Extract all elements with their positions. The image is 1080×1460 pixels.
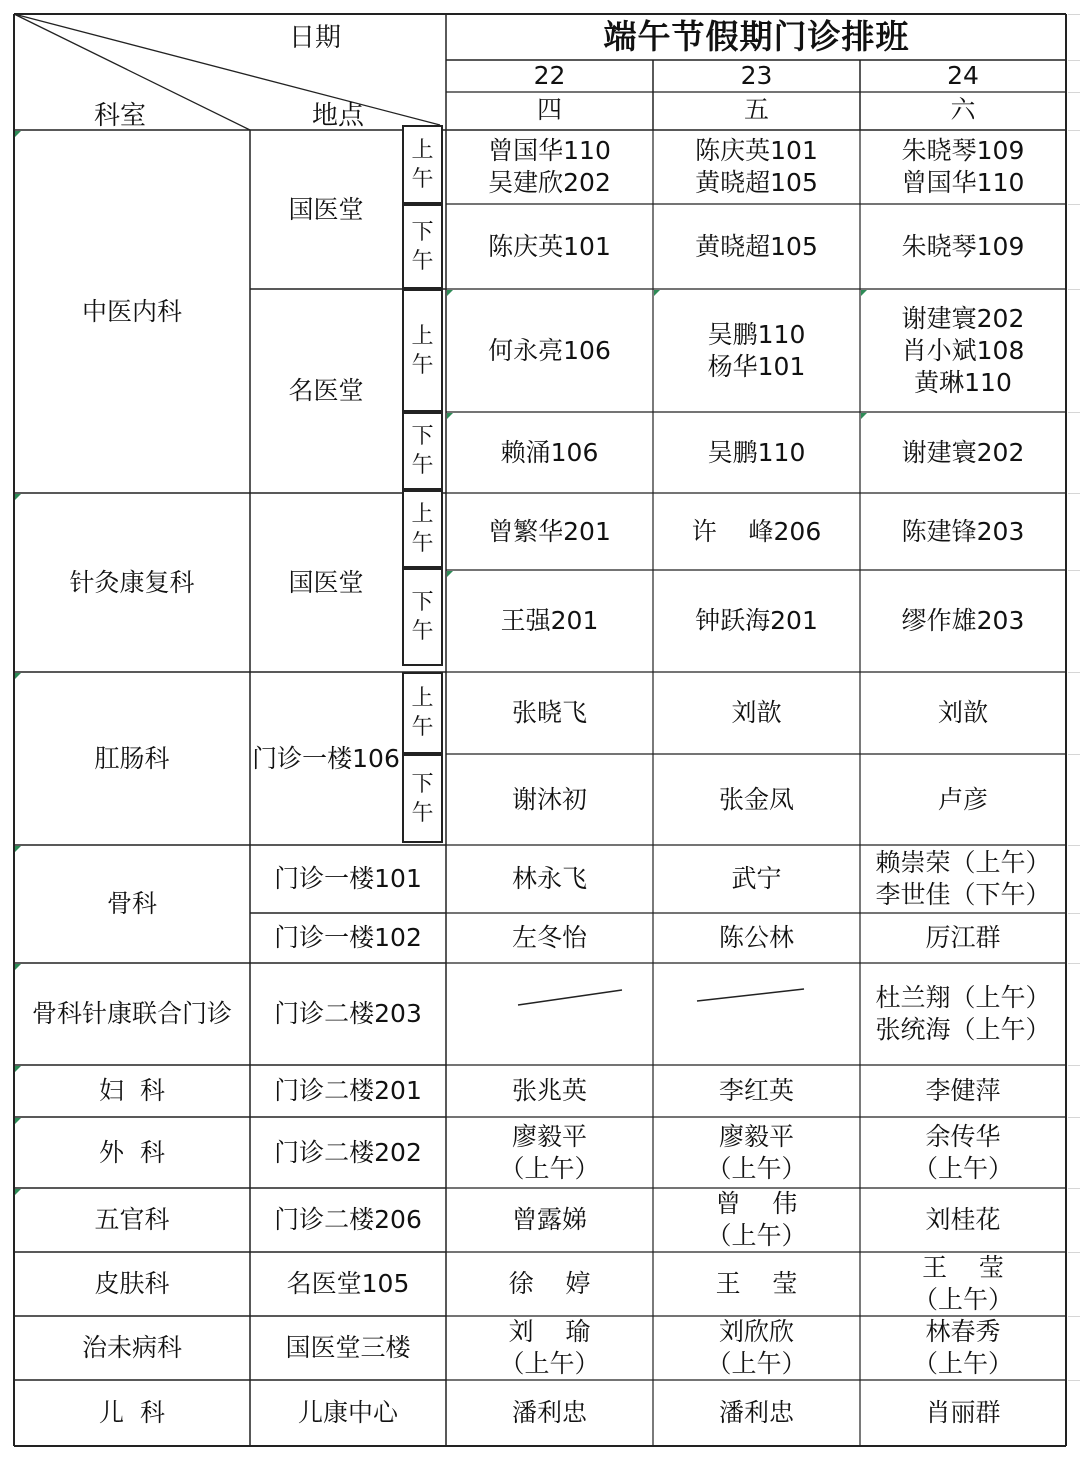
sheet-gridline <box>1068 845 1080 846</box>
schedule-cell-line: （上午） <box>912 1153 1013 1183</box>
session-label-text: 上午 <box>411 137 434 192</box>
session-label-text: 下午 <box>411 424 434 478</box>
department-name: 肛肠科 <box>94 743 170 773</box>
schedule-cell <box>446 412 653 493</box>
schedule-cell-line: 黄琳110 <box>914 367 1012 397</box>
schedule-cell-line: 肖小斌108 <box>901 335 1025 365</box>
department-name: 皮肤科 <box>94 1269 170 1298</box>
sheet-gridline <box>1068 1065 1080 1066</box>
sheet-gridline <box>1068 754 1080 755</box>
schedule-cell <box>653 845 860 913</box>
location-name: 国医堂三楼 <box>285 1333 411 1362</box>
schedule-cell-line: 廖毅平 <box>511 1121 587 1151</box>
session-label-pm <box>402 204 443 289</box>
schedule-cell <box>446 204 653 289</box>
schedule-cell-line: （上午） <box>706 1153 807 1183</box>
schedule-cell-line: 赖涌106 <box>500 437 599 467</box>
schedule-cell-line: 余传华 <box>925 1121 1001 1151</box>
schedule-cell-line: 刘桂花 <box>925 1205 1001 1234</box>
session-label-am <box>402 289 443 412</box>
session-label-pm <box>402 754 443 843</box>
cell-note-marker <box>15 673 21 679</box>
location-name: 门诊二楼203 <box>274 999 422 1028</box>
schedule-cell-line: 黄晓超105 <box>695 231 818 261</box>
schedule-cell <box>860 570 1066 672</box>
department-name: 外 科 <box>99 1137 165 1167</box>
schedule-cell-line: 杨华101 <box>707 351 806 381</box>
session-label-text: 上午 <box>411 686 434 740</box>
sheet-gridline <box>1068 92 1080 93</box>
schedule-cell <box>446 1065 653 1117</box>
schedule-cell-line: 刘歆 <box>731 698 782 727</box>
session-label-text: 上午 <box>411 323 434 378</box>
sheet-gridline <box>1068 14 1080 15</box>
schedule-cell <box>860 493 1066 570</box>
schedule-cell-line: 肖丽群 <box>925 1398 1001 1427</box>
schedule-cell-line: 朱晓琴109 <box>901 136 1025 165</box>
cell-note-marker <box>15 494 21 500</box>
cell-note-marker <box>15 1118 21 1124</box>
schedule-cell <box>653 289 860 412</box>
schedule-cell <box>653 1117 860 1188</box>
schedule-cell <box>653 1188 860 1252</box>
schedule-cell <box>860 1252 1066 1316</box>
schedule-cell <box>653 672 860 754</box>
sheet-gridline <box>1068 493 1080 494</box>
schedule-cell <box>860 412 1066 493</box>
schedule-cell-line: 左冬怡 <box>511 923 587 952</box>
cell-note-marker <box>654 290 660 296</box>
schedule-cell-line: 缪作雄203 <box>901 606 1025 635</box>
schedule-cell-line: 潘利忠 <box>718 1398 794 1427</box>
schedule-cell-line: 杜兰翔（上午） <box>875 983 1051 1012</box>
schedule-cell <box>860 204 1066 289</box>
cell-note-marker <box>15 1189 21 1195</box>
schedule-cell-line: （上午） <box>499 1349 600 1378</box>
schedule-cell-line: 谢建寰202 <box>901 303 1025 333</box>
schedule-cell <box>446 963 653 1065</box>
schedule-cell-line: 张兆英 <box>511 1076 587 1105</box>
schedule-cell-line: 李健萍 <box>925 1076 1001 1105</box>
schedule-cell <box>860 130 1066 204</box>
schedule-cell <box>446 913 653 963</box>
schedule-cell <box>446 130 653 204</box>
schedule-cell <box>446 1380 653 1446</box>
schedule-cell-line: （上午） <box>706 1221 807 1250</box>
schedule-cell <box>653 1316 860 1380</box>
table-title: 端午节假期门诊排班 <box>603 17 910 56</box>
schedule-cell <box>860 1117 1066 1188</box>
schedule-cell-line: 曾露娣 <box>511 1205 587 1234</box>
schedule-cell <box>653 570 860 672</box>
schedule-cell <box>653 1252 860 1316</box>
sheet-gridline <box>1068 1117 1080 1118</box>
schedule-cell <box>653 963 860 1065</box>
location-name: 门诊一楼101 <box>274 864 422 893</box>
schedule-cell-line: 王 莹 <box>715 1269 798 1298</box>
weekday-header: 四 <box>536 95 562 124</box>
schedule-cell <box>446 845 653 913</box>
cell-note-marker <box>447 290 453 296</box>
sheet-gridline <box>1068 913 1080 914</box>
location-name: 国医堂 <box>288 194 364 224</box>
department-name: 五官科 <box>94 1205 170 1234</box>
session-label-am <box>402 490 443 568</box>
session-label-text: 下午 <box>411 771 434 826</box>
sheet-gridline <box>1068 1380 1080 1381</box>
date-header: 23 <box>740 61 773 90</box>
schedule-cell-line: 廖毅平 <box>718 1121 794 1151</box>
schedule-cell-line: 刘歆 <box>937 698 988 727</box>
schedule-cell-line: 王 莹 <box>922 1253 1004 1282</box>
sheet-gridline <box>1068 1252 1080 1253</box>
sheet-gridline <box>1068 204 1080 205</box>
schedule-cell-line: 李红英 <box>718 1076 794 1105</box>
schedule-cell-line: 陈建锋203 <box>901 516 1025 546</box>
cell-note-marker <box>861 413 867 419</box>
schedule-cell <box>446 289 653 412</box>
location-name: 门诊二楼201 <box>274 1076 422 1105</box>
schedule-cell-line: 刘 瑜 <box>508 1317 591 1346</box>
department-name: 妇 科 <box>99 1076 165 1105</box>
schedule-cell <box>860 1065 1066 1117</box>
schedule-cell-line: 曾国华110 <box>901 168 1025 197</box>
schedule-cell-line: 张晓飞 <box>511 698 587 727</box>
location-name: 门诊二楼202 <box>274 1137 422 1167</box>
location-name: 儿康中心 <box>297 1398 398 1427</box>
schedule-cell-line: 张金凤 <box>718 784 794 814</box>
schedule-cell-line: 曾国华110 <box>488 136 611 165</box>
schedule-cell <box>653 754 860 845</box>
schedule-cell <box>860 913 1066 963</box>
schedule-cell-line: 陈庆英101 <box>488 231 611 261</box>
session-label-text: 下午 <box>411 219 434 274</box>
schedule-cell-line: 林春秀 <box>925 1317 1001 1346</box>
schedule-cell-line: 陈公林 <box>718 923 794 952</box>
location-name: 门诊一楼102 <box>274 923 422 952</box>
location-header-label: 地点 <box>311 101 364 131</box>
schedule-cell-line: 吴鹏110 <box>707 319 806 349</box>
schedule-cell <box>860 1316 1066 1380</box>
schedule-cell-line: 许 峰206 <box>691 516 822 546</box>
weekday-header: 五 <box>743 95 769 124</box>
schedule-cell <box>446 570 653 672</box>
weekday-header: 六 <box>950 95 976 124</box>
schedule-cell-line: 武宁 <box>731 864 782 893</box>
department-name: 儿 科 <box>99 1398 165 1427</box>
location-name: 名医堂 <box>288 376 364 405</box>
schedule-cell-line: 黄晓超105 <box>695 168 818 197</box>
schedule-cell <box>446 1188 653 1252</box>
schedule-cell-line: （上午） <box>706 1349 807 1378</box>
department-name: 骨科针康联合门诊 <box>31 999 232 1028</box>
schedule-cell-line: 刘欣欣 <box>718 1317 794 1346</box>
schedule-cell <box>653 130 860 204</box>
session-label-pm <box>402 568 443 666</box>
department-name: 治未病科 <box>81 1333 182 1362</box>
cell-note-marker <box>15 846 21 852</box>
session-label-am <box>402 672 443 754</box>
department-name: 中医内科 <box>81 296 182 326</box>
schedule-cell-line: 厉江群 <box>925 923 1001 952</box>
location-name: 名医堂105 <box>286 1269 410 1298</box>
schedule-cell-line: 曾 伟 <box>715 1189 798 1218</box>
schedule-cell <box>860 845 1066 913</box>
date-header: 22 <box>533 61 566 90</box>
schedule-cell-line: 徐 婷 <box>508 1269 591 1298</box>
cell-note-marker <box>447 413 453 419</box>
schedule-cell-line: 曾繁华201 <box>488 516 611 546</box>
session-label-text: 下午 <box>411 590 434 644</box>
cell-note-marker <box>15 1066 21 1072</box>
schedule-cell <box>860 963 1066 1065</box>
schedule-cell-line: 朱晓琴109 <box>901 231 1025 261</box>
schedule-cell <box>860 1188 1066 1252</box>
date-header-label: 日期 <box>288 23 341 53</box>
schedule-cell-line: 陈庆英101 <box>695 136 818 165</box>
schedule-cell <box>653 1380 860 1446</box>
sheet-gridline <box>1068 412 1080 413</box>
schedule-cell <box>860 754 1066 845</box>
schedule-cell-line: 何永亮106 <box>488 335 611 365</box>
schedule-cell <box>446 1316 653 1380</box>
schedule-cell <box>446 1252 653 1316</box>
schedule-cell <box>653 204 860 289</box>
department-name: 骨科 <box>106 889 157 918</box>
schedule-cell-line: （上午） <box>499 1153 600 1183</box>
schedule-cell-line: （上午） <box>912 1349 1013 1378</box>
department-header-label: 科室 <box>93 101 146 131</box>
date-header: 24 <box>947 61 979 90</box>
schedule-cell <box>653 493 860 570</box>
schedule-cell <box>446 672 653 754</box>
location-name: 门诊一楼106 <box>252 743 400 773</box>
schedule-cell-line: 王强201 <box>500 606 599 635</box>
location-name: 国医堂 <box>288 567 364 597</box>
schedule-cell <box>653 1065 860 1117</box>
sheet-gridline <box>1068 570 1080 571</box>
sheet-gridline <box>1068 672 1080 673</box>
schedule-cell <box>860 672 1066 754</box>
schedule-cell-line: 潘利忠 <box>511 1398 587 1427</box>
session-label-pm <box>402 412 443 490</box>
sheet-gridline <box>1068 289 1080 290</box>
cell-note-marker <box>15 964 21 970</box>
sheet-gridline <box>1068 1188 1080 1189</box>
schedule-cell-line: 谢建寰202 <box>901 437 1025 467</box>
session-label-am <box>402 125 443 204</box>
sheet-gridline <box>1068 130 1080 131</box>
schedule-cell <box>446 493 653 570</box>
cell-note-marker <box>15 131 21 137</box>
schedule-cell-line: 卢彦 <box>937 784 988 814</box>
schedule-cell <box>446 754 653 845</box>
sheet-gridline <box>1068 963 1080 964</box>
location-name: 门诊二楼206 <box>274 1205 422 1234</box>
session-label-text: 上午 <box>411 502 434 556</box>
schedule-cell-line: 赖崇荣（上午） <box>875 848 1051 877</box>
schedule-cell <box>653 913 860 963</box>
schedule-cell-line: 李世佳（下午） <box>875 880 1051 909</box>
schedule-cell <box>860 289 1066 412</box>
schedule-cell <box>860 1380 1066 1446</box>
sheet-gridline <box>1068 1316 1080 1317</box>
schedule-cell <box>653 412 860 493</box>
department-name: 针灸康复科 <box>69 567 195 597</box>
schedule-cell <box>446 1117 653 1188</box>
schedule-cell-line: 钟跃海201 <box>695 606 818 635</box>
schedule-cell-line: 吴建欣202 <box>488 168 611 197</box>
cell-note-marker <box>447 571 453 577</box>
schedule-cell-line: （上午） <box>912 1285 1013 1314</box>
sheet-gridline <box>1068 60 1080 61</box>
cell-note-marker <box>861 290 867 296</box>
schedule-cell-line: 吴鹏110 <box>707 437 806 467</box>
schedule-cell-line: 张统海（上午） <box>875 1015 1051 1044</box>
schedule-cell-line: 谢沐初 <box>511 784 587 814</box>
schedule-cell-line: 林永飞 <box>511 864 587 893</box>
